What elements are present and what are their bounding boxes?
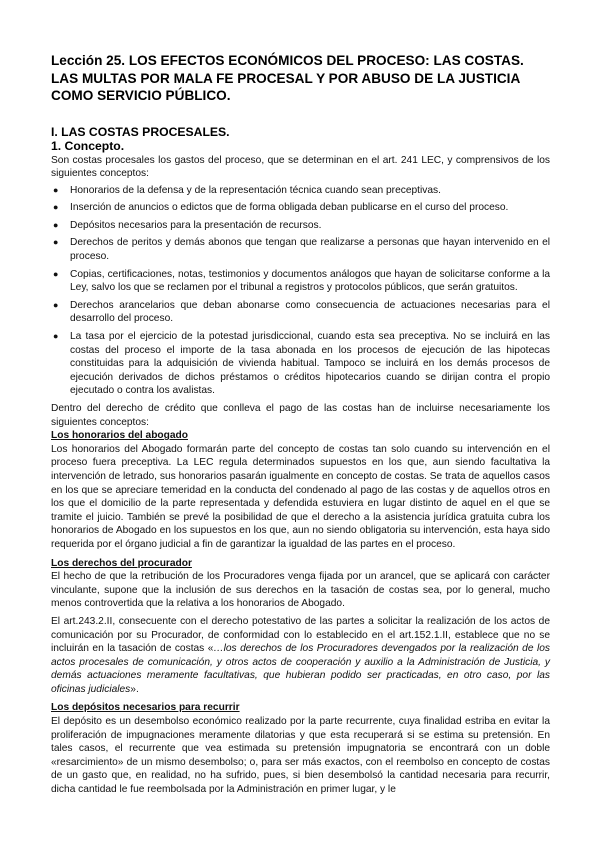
list-item: ● Honorarios de la defensa y de la representación técnica cuando sean preceptivas. [53, 184, 441, 196]
abogado-paragraph: Los honorarios del Abogado formarán parte del concepto de costas tan solo cuando su intervención en el proceso fuera preceptiva. La LEC regula determinados supuestos en los que, aun siendo facultativa la intervención de letrado, sus honorarios pasarán igualmente en concepto de costas. Se trata de aquellos casos en los que se apreciare temeridad en la conducta del condenado al pago de las costas y de aquellos otros en los que el domicilio de la parte representada y defendida estuviera en lugar distinto de aquel en el que se tramite el juicio. También se prevé la posibilidad de que el derecho a la asistencia jurídica gratuita cubra los honorarios de Abogado en los supuestos en los que, aun no siendo obligatoria su intervención, esta haya sido requerida por el órgano judicial a fin de garantizar la igualdad de las partes en el proceso. [51, 443, 550, 550]
bullet-icon: ● [53, 331, 59, 342]
quoted-text: …los derechos de los Procuradores devengados por la realización de los actos procesales de comunicación, y otros actos de cooperación y auxilio a la Administración de Justicia, y demás actuaciones meramente facultativas, que hubieran podido ser practicadas, en otro caso, por las oficinas judiciales [51, 643, 550, 695]
depositos-paragraph: El depósito es un desembolso económico realizado por la parte recurrente, cuya finalidad estriba en evitar la proliferación de impugnaciones meramente dilatorias y que esta recuperará si se estima su pretensión. En tales casos, el recurrente que vea estimada su pretensión impugnatoria se encontrará con un doble «resarcimiento» de un mismo desembolso; o, para ser más exactos, con el reembolso en concepto de costas de un gasto que, en realidad, no ha sufrido, pues, si bien desembolsó la cantidad necesaria para recurrir, dicha cantidad le fue reembolsada por la Administración en primer lugar, y le [51, 716, 550, 796]
subsection-heading: 1. Concepto. [51, 139, 125, 153]
bullet-icon: ● [53, 184, 59, 195]
procurador-paragraph-2: El art.243.2.II, consecuente con el derecho potestativo de las partes a solicitar la realización de los actos de comunicación por su Procurador, de conformidad con lo establecido en el art.152.1.II, establece que no se incluirán en la tasación de costas «…los derechos de los Procuradores devengados por la realización de los actos procesales de comunicación, y otros actos de cooperación y auxilio a la Administración de Justicia, y demás actuaciones meramente facultativas, que hubieran podido ser practicadas, en otro caso, por las oficinas judiciales». [51, 615, 550, 695]
list-item: ● Depósitos necesarios para la presentación de recursos. [53, 219, 322, 231]
bullet-icon: ● [53, 202, 59, 213]
bullet-icon: ● [53, 299, 59, 310]
bullet-icon: ● [53, 268, 59, 279]
list-item: ● Copias, certificaciones, notas, testimonios y documentos análogos que hayan de solicitarse conforme a la Ley, salvo los que se reclamen por el tribunal a registros y protocolos públicos, que serán gratuitos. [53, 268, 550, 294]
abogado-heading: Los honorarios del abogado [51, 430, 188, 442]
list-item: ● La tasa por el ejercicio de la potestad jurisdiccional, cuando esta sea preceptiva. No se incluirá en las costas del proceso el importe de la tasa abonada en los procesos de ejecución de las hipotecas constituidas para la adquisición de vivienda habitual. Tampoco se incluirá en los demás procesos de ejecución derivados de dichos préstamos o créditos hipotecarios cuando se dirijan contra el propio ejecutado o contra los avalistas. [53, 331, 550, 397]
bullet-icon: ● [53, 219, 59, 230]
bullet-icon: ● [53, 237, 59, 248]
outro-paragraph: Dentro del derecho de crédito que conlleva el pago de las costas han de incluirse necesariamente los siguientes conceptos: [51, 403, 550, 428]
list-item: ● Inserción de anuncios o edictos que de forma obligada deban publicarse en el curso del proceso. [53, 202, 509, 214]
concepts-list [51, 184, 550, 398]
procurador-paragraph-1: El hecho de que la retribución de los Procuradores venga fijada por un arancel, que se aplicará con carácter vinculante, supone que la inclusión de sus derechos en la tasación de costas sea, por lo general, mucho menos controvertida que la relativa a los honorarios de Abogado. [51, 571, 550, 610]
list-item: ● Derechos arancelarios que deban abonarse como consecuencia de actuaciones necesarias para el desarrollo del proceso. [53, 299, 550, 325]
list-item: ● Derechos de peritos y demás abonos que tengan que realizarse a personas que hayan intervenido en el proceso. [53, 237, 550, 263]
intro-paragraph: Son costas procesales los gastos del proceso, que se determinan en el art. 241 LEC, y comprensivos de los siguientes conceptos: [51, 154, 550, 180]
lesson-title: Lección 25. LOS EFECTOS ECONÓMICOS DEL PROCESO: LAS COSTAS. LAS MULTAS POR MALA FE PROCESAL Y POR ABUSO DE LA JUSTICIA COMO SERVICIO PÚBLICO. [51, 53, 524, 103]
procurador-heading: Los derechos del procurador [51, 557, 192, 569]
section-heading: I. LAS COSTAS PROCESALES. [51, 124, 230, 139]
depositos-heading: Los depósitos necesarios para recurrir [51, 702, 240, 714]
